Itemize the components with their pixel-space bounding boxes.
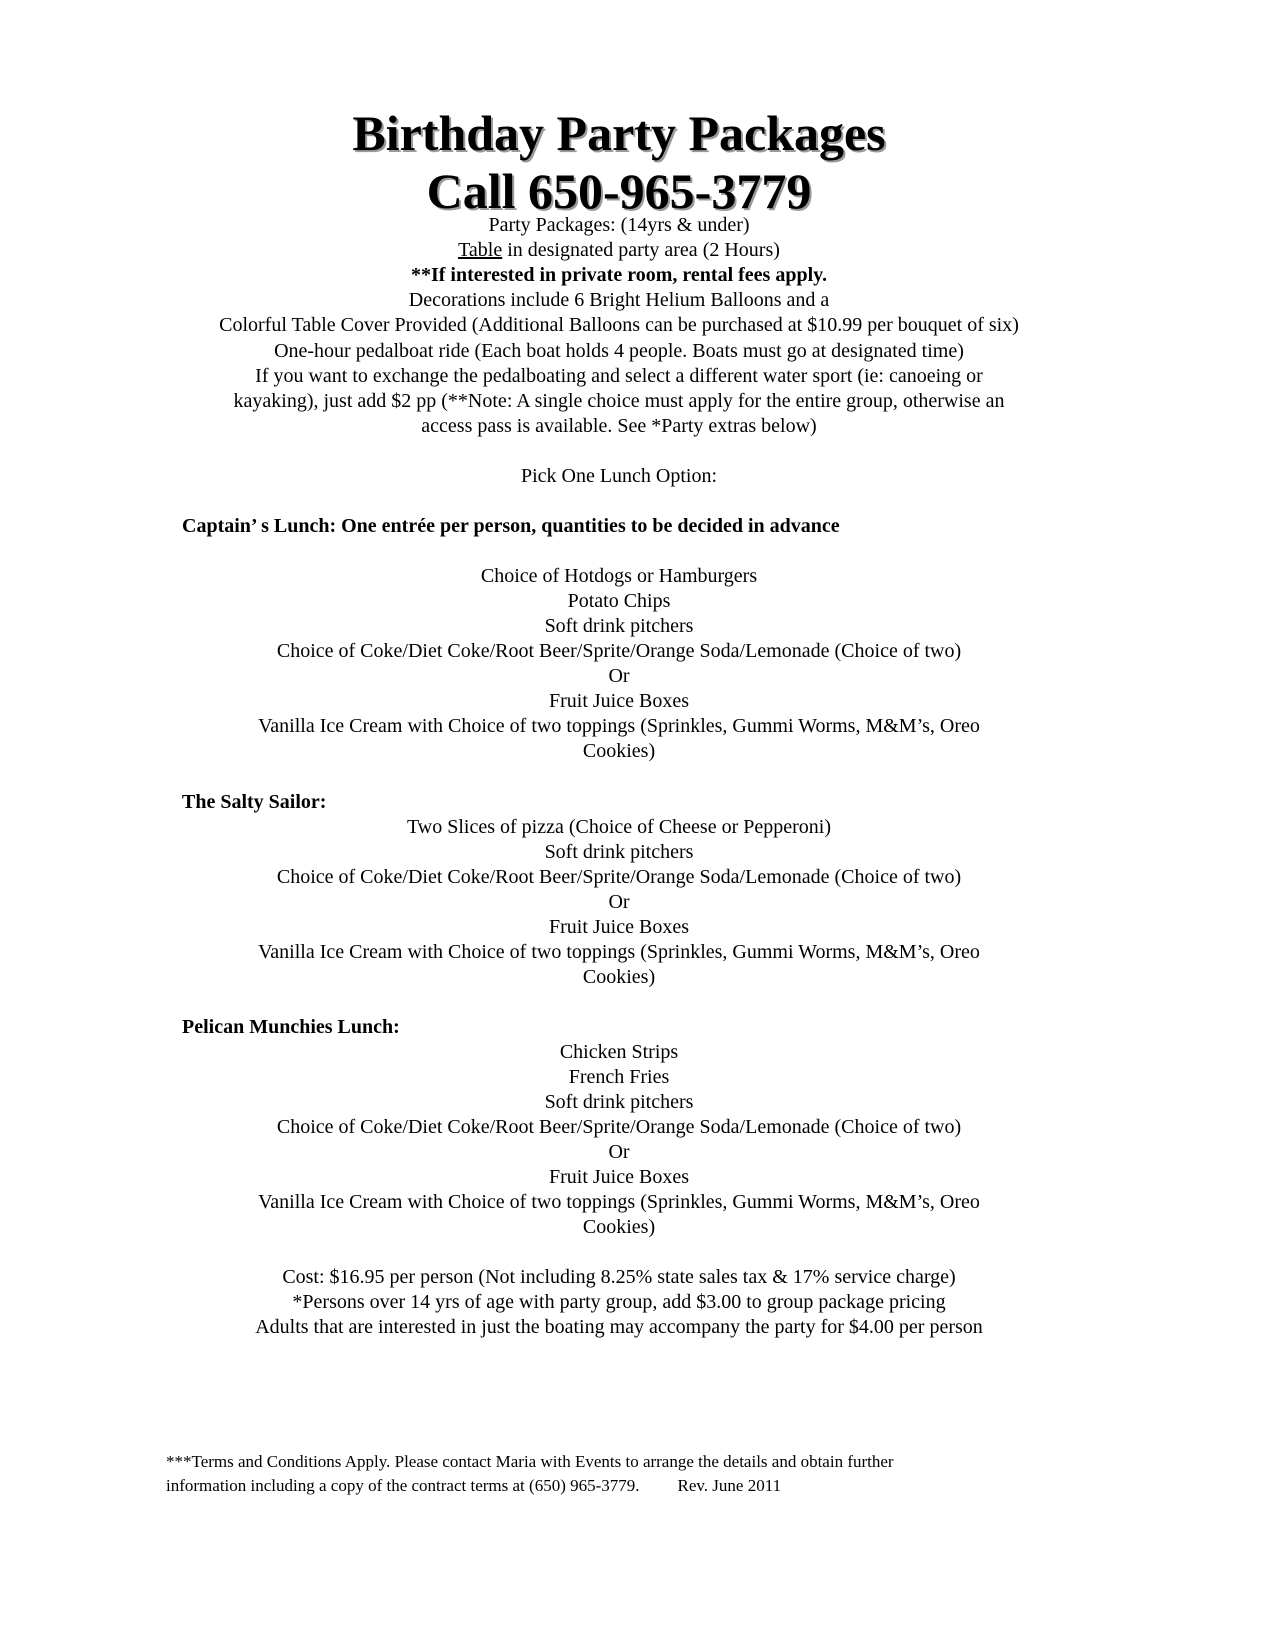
menu-item: Or — [608, 1141, 630, 1163]
menu-item: Soft drink pitchers — [544, 1091, 694, 1113]
menu-item: Vanilla Ice Cream with Choice of two toppings (Sprinkles, Gummi Worms, M&M’s, Oreo — [258, 941, 980, 963]
menu-item: Cookies) — [582, 740, 656, 762]
intro-exchange-1: If you want to exchange the pedalboating and select a different water sport (ie: canoeing or — [255, 365, 983, 387]
menu-item: Two Slices of pizza (Choice of Cheese or Pepperoni) — [406, 816, 832, 838]
menu-item: Vanilla Ice Cream with Choice of two toppings (Sprinkles, Gummi Worms, M&M’s, Oreo — [258, 1191, 980, 1213]
menu-item: Vanilla Ice Cream with Choice of two toppings (Sprinkles, Gummi Worms, M&M’s, Oreo — [258, 715, 980, 737]
intro-decor-1: Decorations include 6 Bright Helium Balloons and a — [408, 289, 830, 311]
menu-item: Fruit Juice Boxes — [549, 1166, 689, 1188]
menu-item: Choice of Hotdogs or Hamburgers — [480, 565, 758, 587]
pricing-over14: *Persons over 14 yrs of age with party group, add $3.00 to group package pricing — [292, 1291, 946, 1313]
intro-pick: Pick One Lunch Option: — [520, 465, 718, 487]
menu-item: Fruit Juice Boxes — [549, 916, 689, 938]
phone-heading: Call 650-965-3779 — [426, 163, 812, 219]
intro-table — [0, 238, 1238, 263]
table-rest: in designated party area (2 Hours) — [502, 239, 780, 261]
pricing-cost: Cost: $16.95 per person (Not including 8.25% state sales tax & 17% service charge) — [282, 1266, 956, 1288]
menu-item: Chicken Strips — [559, 1041, 679, 1063]
menu-item: Or — [608, 891, 630, 913]
menu-item: Soft drink pitchers — [544, 615, 694, 637]
table-word: Table — [458, 239, 503, 261]
menu-item: Choice of Coke/Diet Coke/Root Beer/Sprite/Orange Soda/Lemonade (Choice of two) — [276, 1116, 962, 1138]
menu-item: Potato Chips — [567, 590, 671, 612]
menu-item: French Fries — [568, 1066, 670, 1088]
menu-item: Choice of Coke/Diet Coke/Root Beer/Sprite/Orange Soda/Lemonade (Choice of two) — [276, 866, 962, 888]
menu-item: Soft drink pitchers — [544, 841, 694, 863]
revision-date: Rev. June 2011 — [677, 1476, 782, 1495]
footer-terms-text: information including a copy of the contract terms at (650) 965-3779. — [166, 1476, 640, 1495]
intro-boat: One-hour pedalboat ride (Each boat holds 4 people. Boats must go at designated time) — [274, 340, 964, 362]
footer-terms-1: ***Terms and Conditions Apply. Please contact Maria with Events to arrange the details and obtain further — [166, 1452, 894, 1471]
intro-exchange-2: kayaking), just add $2 pp (**Note: A single choice must apply for the entire group, otherwise an — [233, 390, 1005, 412]
menu-item: Or — [608, 665, 630, 687]
menu-item: Choice of Coke/Diet Coke/Root Beer/Sprite/Orange Soda/Lemonade (Choice of two) — [276, 640, 962, 662]
pelican-heading: Pelican Munchies Lunch: — [182, 1016, 400, 1038]
menu-item: Fruit Juice Boxes — [549, 690, 689, 712]
intro-private-room: **If interested in private room, rental fees apply. — [410, 264, 828, 286]
menu-item: Cookies) — [582, 1216, 656, 1238]
footer-terms-2 — [166, 1474, 781, 1498]
intro-exchange-3: access pass is available. See *Party extras below) — [421, 415, 817, 437]
page-title: Birthday Party Packages — [352, 105, 886, 161]
intro-decor-2: Colorful Table Cover Provided (Additional Balloons can be purchased at $10.99 per bouquet of six) — [219, 314, 1019, 336]
menu-item: Cookies) — [582, 966, 656, 988]
intro-packages: Party Packages: (14yrs & under) — [488, 214, 750, 236]
salty-heading: The Salty Sailor: — [182, 791, 327, 813]
captains-heading: Captain’ s Lunch: One entrée per person, quantities to be decided in advance — [182, 515, 840, 537]
pricing-adults: Adults that are interested in just the boating may accompany the party for $4.00 per person — [255, 1316, 983, 1338]
